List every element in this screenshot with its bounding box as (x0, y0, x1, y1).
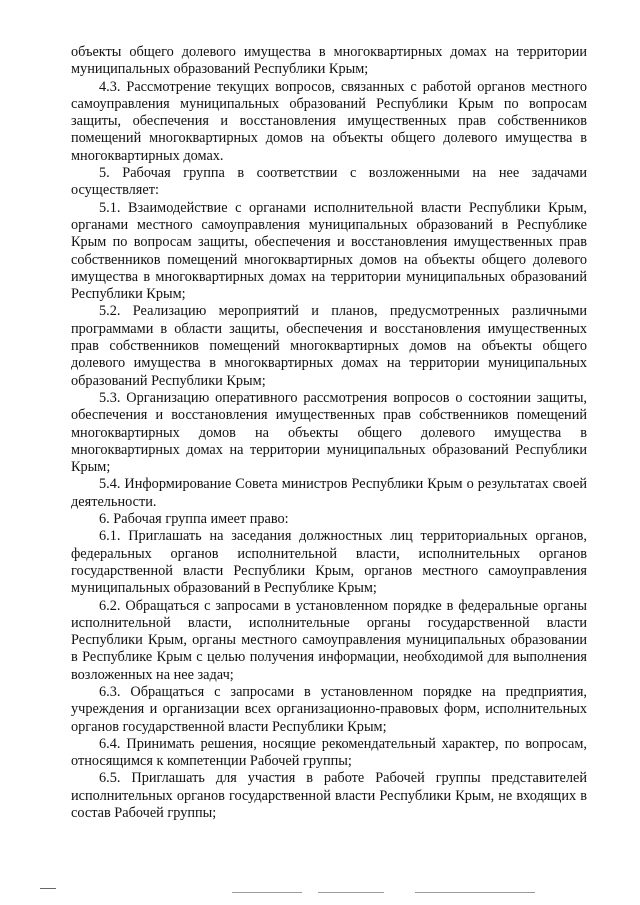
paragraph-5: 5. Рабочая группа в соответствии с возложенными на нее задачами осуществляет: (71, 165, 587, 199)
paragraph-5-3: 5.3. Организацию оперативного рассмотрения вопросов о состоянии защиты, обеспечения и восстановления имущественных прав собственников помещений многоквартирных домов на объекты общего долевого имущества в многоквартирных домах на территории муниципальных образований Республики Крым; (71, 389, 587, 476)
footer-rule-left (232, 892, 302, 893)
document-page (71, 44, 587, 822)
paragraph-5-4: 5.4. Информирование Совета министров Республики Крым о результатах своей деятельности. (71, 476, 587, 510)
paragraph-6-3: 6.3. Обращаться с запросами в установленном порядке на предприятия, учреждения и организации всех организационно-правовых форм, исполнительных органов государственной власти Республики Крым; (71, 683, 587, 735)
paragraph-6-5: 6.5. Приглашать для участия в работе Рабочей группы представителей исполнительных органов государственной власти Республики Крым, не входящих в состав Рабочей группы; (71, 770, 587, 822)
paragraph-4-3: 4.3. Рассмотрение текущих вопросов, связанных с работой органов местного самоуправления муниципальных образований Республики Крым по вопросам защиты, обеспечения и восстановления имущественных прав собственников помещений многоквартирных домов на объекты общего долевого имущества в многоквартирных домах. (71, 78, 587, 164)
paragraph-6-2: 6.2. Обращаться с запросами в установленном порядке в федеральные органы исполнительной власти, исполнительные органы государственной власти Республики Крым, органы местного самоуправления муниципальных образовании в Республике Крым с целью получения информации, необходимой для выполнения возложенных на нее задач; (71, 597, 587, 683)
paragraph-6-4: 6.4. Принимать решения, носящие рекомендательный характер, по вопросам, относящимся к компетенции Рабочей группы; (71, 735, 587, 770)
edge-mark (40, 888, 56, 889)
paragraph-5-1: 5.1. Взаимодействие с органами исполнительной власти Республики Крым, органами местного самоуправления муниципальных образований в Республике Крым по вопросам защиты, обеспечения и восстановления имущественных прав собственников помещений многоквартирных домов на объекты общего долевого имущества в многоквартирных домах на территории муниципальных образований Республики Крым; (71, 199, 587, 303)
footer-rule-right (415, 892, 535, 893)
footer-rule-center (318, 892, 384, 893)
paragraph-continuation: объекты общего долевого имущества в многоквартирных домах на территории муниципальных образований Республики Крым; (71, 44, 587, 78)
paragraph-5-2: 5.2. Реализацию мероприятий и планов, предусмотренных различными программами в области защиты, обеспечения и восстановления имущественных прав собственников помещений многоквартирных домов на объекты общего долевого имущества в многоквартирных домах на территории муниципальных образований Республики Крым; (71, 303, 587, 389)
paragraph-6-1: 6.1. Приглашать на заседания должностных лиц территориальных органов, федеральных органов исполнительной власти, исполнительных органов государственной власти Республики Крым, органов местного самоуправления муниципальных образований в Республике Крым; (71, 528, 587, 597)
paragraph-6: 6. Рабочая группа имеет право: (99, 511, 289, 528)
